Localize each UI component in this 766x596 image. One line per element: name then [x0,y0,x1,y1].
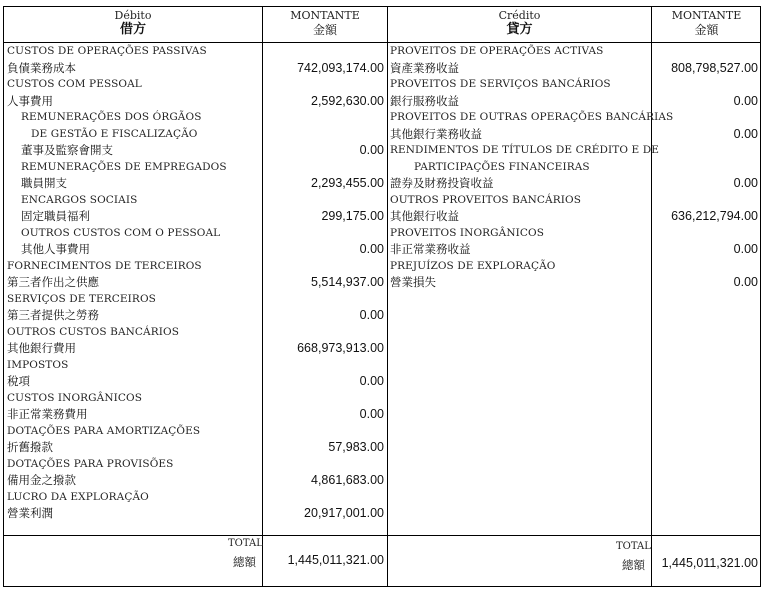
debit-row-amount: 2,592,630.00 [311,93,384,108]
credit-row [0,76,766,93]
debit-row [0,340,766,357]
debit-row-label: CUSTOS COM PESSOAL [7,78,142,90]
credit-row [0,43,766,60]
debit-row-label: DE GESTÃO E FISCALIZAÇÃO [31,127,198,140]
credit-row [0,60,766,77]
debit-row-amount: 20,917,001.00 [304,506,384,520]
credit-header [388,9,651,37]
credit-row-label: 證券及財務投資收益 [390,176,494,190]
credit-row-label: PARTICIPAÇÕES FINANCEIRAS [414,160,590,173]
debit-row-label: 其他人事費用 [21,242,90,256]
debit-row-label: 董事及監察會開支 [21,143,113,157]
debit-row-label: 備用金之撥款 [7,473,76,487]
credit-amount-header-zh: 金額 [694,23,719,37]
debit-row-amount: 4,861,683.00 [311,473,384,487]
credit-row [0,93,766,110]
debit-row-amount: 0.00 [359,242,384,256]
credit-row-label: PROVEITOS DE OPERAÇÕES ACTIVAS [390,45,604,57]
credit-row [0,159,766,176]
debit-row-label: OUTROS CUSTOS COM O PESSOAL [21,226,221,239]
credit-row [0,208,766,225]
credit-row-amount: 0.00 [733,275,758,289]
debit-row-label: 非正常業務費用 [7,407,88,421]
debit-row-amount: 0.00 [359,407,384,421]
credit-row-label: OUTROS PROVEITOS BANCÁRIOS [390,193,581,206]
credit-row-amount: 636,212,794.00 [671,209,758,223]
debit-header-pt: Débito [114,9,152,22]
debit-row-label: 其他銀行費用 [7,341,76,355]
credit-row-amount: 808,798,527.00 [671,60,758,75]
debit-row-label: DOTAÇÕES PARA PROVISÕES [7,457,174,470]
credit-header-zh: 貸方 [506,22,533,37]
debit-row-amount: 2,293,455.00 [311,176,384,190]
debit-row-amount: 742,093,174.00 [297,60,384,75]
credit-row-label: PROVEITOS DE OUTRAS OPERAÇÕES BANCÁRIAS [390,111,674,123]
debit-row-amount: 0.00 [359,308,384,322]
debit-row-label: 第三者提供之勞務 [7,308,99,322]
debit-row [0,489,766,506]
debit-row-label: IMPOSTOS [7,358,69,371]
debit-row-amount: 5,514,937.00 [311,275,384,289]
debit-row [0,291,766,308]
debit-row [0,456,766,473]
credit-header-pt: Crédito [498,9,541,22]
debit-header [4,9,262,37]
debit-row [0,307,766,324]
debit-row-label: 固定職員福利 [21,209,90,223]
credit-row-label: RENDIMENTOS DE TÍTULOS DE CRÉDITO E DE [390,144,660,156]
debit-row-amount: 668,973,913.00 [297,341,384,355]
debit-row-label: FORNECIMENTOS DE TERCEIROS [7,259,202,272]
debit-amount-header [263,9,387,37]
credit-row-amount: 0.00 [733,242,758,256]
credit-row-label: 非正常業務收益 [390,242,471,256]
debit-row [0,439,766,456]
credit-amount-header-pt: MONTANTE [671,9,742,22]
credit-row [0,109,766,126]
totals-divider [3,535,761,536]
credit-row-label: 資產業務收益 [390,60,459,75]
debit-amount-header-pt: MONTANTE [290,9,360,22]
credit-row-label: 其他銀行業務收益 [390,126,482,141]
debit-row-label: 負債業務成本 [7,60,76,75]
debit-row-amount: 0.00 [359,143,384,157]
credit-row [0,142,766,159]
credit-row-amount: 0.00 [733,176,758,190]
debit-total-label-pt: TOTAL [228,538,263,549]
debit-row [0,472,766,489]
debit-row [0,373,766,390]
debit-row-label: CUSTOS INORGÂNICOS [7,391,143,404]
debit-row [0,390,766,407]
debit-row [0,423,766,440]
credit-row-label: 銀行服務收益 [390,93,459,108]
debit-total-label-zh: 總額 [233,555,256,569]
debit-row-label: 職員開支 [21,176,67,190]
debit-row-label: 第三者作出之供應 [7,275,99,289]
debit-row-label: 稅項 [7,374,30,388]
debit-row-label: 折舊撥款 [7,440,53,454]
debit-row-amount: 299,175.00 [321,209,384,223]
debit-row-label: CUSTOS DE OPERAÇÕES PASSIVAS [7,45,207,57]
debit-row-label: OUTROS CUSTOS BANCÁRIOS [7,325,179,338]
credit-amount-header [652,9,761,37]
credit-row [0,225,766,242]
debit-row [0,324,766,341]
debit-amount-header-zh: 金額 [312,23,337,37]
credit-row [0,175,766,192]
debit-row-amount: 57,983.00 [328,440,384,454]
debit-total-amount: 1,445,011,321.00 [287,553,384,567]
credit-row-label: PREJUÍZOS DE EXPLORAÇÃO [390,259,556,272]
credit-row-label: 營業損失 [390,275,436,289]
debit-row-label: ENCARGOS SOCIAIS [21,193,138,206]
credit-row [0,126,766,143]
credit-total-label-zh: 總額 [622,558,645,572]
debit-row [0,406,766,423]
debit-row-amount: 0.00 [359,374,384,388]
debit-row-label: REMUNERAÇÕES DOS ÓRGÃOS [21,111,202,123]
credit-row [0,274,766,291]
credit-total-amount: 1,445,011,321.00 [661,556,758,570]
credit-row [0,258,766,275]
debit-row [0,505,766,522]
credit-row-amount: 0.00 [733,126,758,141]
credit-row-label: PROVEITOS DE SERVIÇOS BANCÁRIOS [390,78,611,90]
credit-row [0,192,766,209]
debit-header-zh: 借方 [119,22,146,37]
credit-row-label: 其他銀行收益 [390,209,459,223]
credit-row-amount: 0.00 [733,93,758,108]
debit-row-label: DOTAÇÕES PARA AMORTIZAÇÕES [7,424,201,437]
debit-row-label: 營業利潤 [7,506,53,520]
debit-row-label: 人事費用 [7,93,53,108]
debit-row [0,357,766,374]
credit-total-label-pt: TOTAL [616,541,651,552]
debit-row-label: SERVIÇOS DE TERCEIROS [7,292,156,305]
debit-row-label: REMUNERAÇÕES DE EMPREGADOS [21,160,227,173]
debit-row-label: LUCRO DA EXPLORAÇÃO [7,490,149,503]
credit-row-label: PROVEITOS INORGÂNICOS [390,226,545,239]
credit-row [0,241,766,258]
